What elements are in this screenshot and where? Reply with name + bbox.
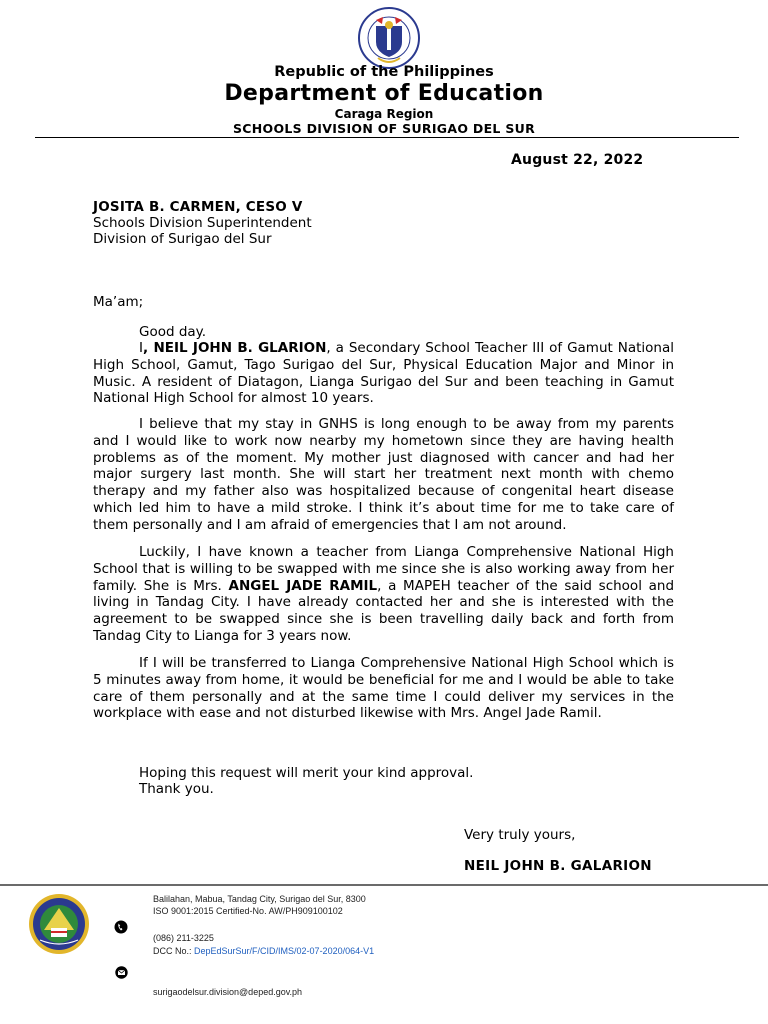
footer-email: surigaodelsur.division@deped.gov.ph (153, 987, 303, 997)
paragraph-3-name: ANGEL JADE RAMIL (228, 577, 378, 594)
valediction: Very truly yours, (464, 827, 576, 843)
footer-divider (0, 884, 768, 886)
mail-icon (115, 966, 128, 979)
footer-dcc-label: DCC No.: (153, 946, 195, 956)
deped-seal-logo (352, 6, 426, 70)
header-division: SCHOOLS DIVISION OF SURIGAO DEL SUR (232, 121, 536, 136)
letter-date: August 22, 2022 (511, 152, 644, 168)
greeting: Good day. (139, 324, 207, 340)
footer-iso: ISO 9001:2015 Certified-No. AW/PH909100102 (153, 906, 343, 916)
footer-address: Balilahan, Mabua, Tandag City, Surigao del Sur, 8300 (153, 894, 366, 904)
paragraph-1-text: , a Secondary School Teacher III of Gamut National High School, Gamut, Tago Surigao del Sur, Physical Education Major and Minor in Music. A resident of Diatagon, Lianga Surigao del Sur and been teaching in Gamut National High School for almost 10 years. (93, 340, 674, 407)
header-divider (35, 137, 739, 138)
paragraph-3 (93, 544, 674, 645)
paragraph-1-pre: I (139, 340, 143, 356)
signatory-name: NEIL JOHN B. GALARION (464, 858, 652, 874)
closing-thanks: Thank you. (139, 781, 214, 797)
addressee-title: Schools Division Superintendent (93, 215, 312, 231)
closing-hope: Hoping this request will merit your kind approval. (139, 765, 474, 781)
paragraph-4: If I will be transferred to Lianga Comprehensive National High School which is 5 minutes away from home, it would be beneficial for me and I would be able to take care of them personally and at the same time I could deliver my services in the workplace with ease and not disturbed likewise with Mrs. Angel Jade Ramil. (93, 655, 674, 722)
paragraph-1-name: , NEIL JOHN B. GLARION (142, 340, 327, 356)
footer-dcc-value: DepEdSurSur/F/CID/IMS/02-07-2020/064-V1 (194, 946, 375, 956)
header-region: Caraga Region (334, 107, 434, 121)
paragraph-3-text: , a MAPEH teacher of the said school and living in Tandag City. I have already contacted her and she is interested with the agreement to be swapped since she is been travelling daily back and forth from Tandag City to Lianga for 3 years now. (93, 577, 675, 644)
addressee-division: Division of Surigao del Sur (93, 231, 272, 247)
addressee-name: JOSITA B. CARMEN, CESO V (93, 199, 303, 215)
paragraph-3-pre: Luckily, I have known a teacher from Lianga Comprehensive National High School that is willing to be swapped with me since she is also working away from her family. She is Mrs. (93, 544, 674, 594)
paragraph-1 (93, 340, 674, 407)
footer-dcc (153, 946, 374, 956)
footer-phone: (086) 211-3225 (153, 933, 214, 943)
header-republic: Republic of the Philippines (274, 64, 494, 80)
division-seal-logo (24, 892, 94, 956)
paragraph-2: I believe that my stay in GNHS is long enough to be away from my parents and I would like to work now nearby my hometown since they are having health problems as of the moment. My mother just diagnosed with cancer and had her major surgery last month. She will start her treatment next month with chemo therapy and my father also was hospitalized because of congenital heart disease which led him to have a mild stroke. I think it’s about time for me to take care of them personally and I am afraid of emergencies that I am not around. (93, 416, 674, 533)
header-department: Department of Education (224, 81, 544, 106)
salutation: Ma’am; (93, 294, 144, 310)
phone-icon (114, 920, 128, 934)
